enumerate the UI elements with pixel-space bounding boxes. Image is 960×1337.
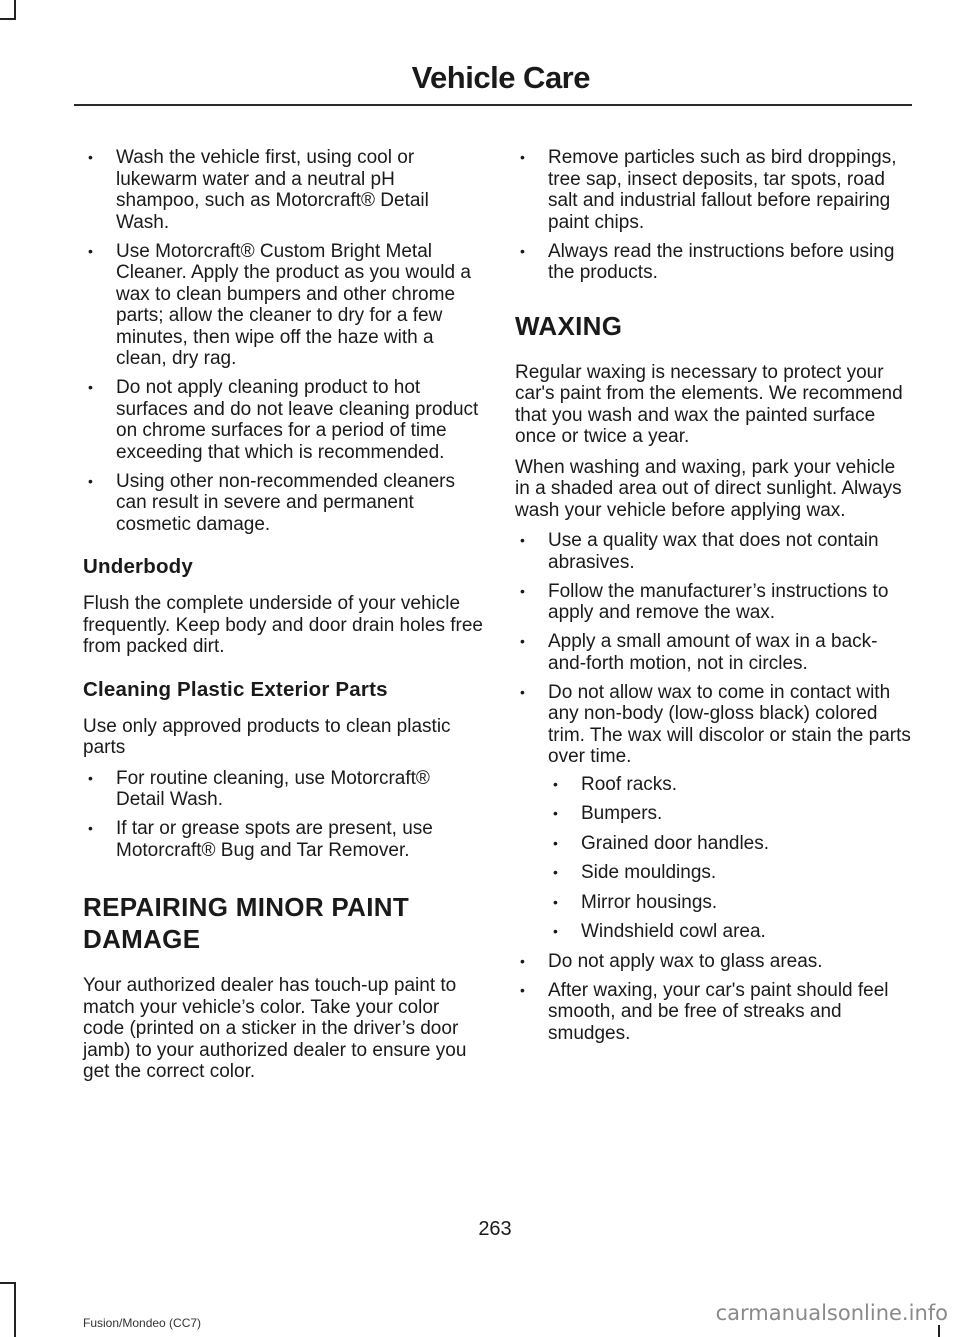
page-number: 263 (478, 1218, 512, 1240)
waxing-paragraph: Regular waxing is necessary to protect your car's paint from the elements. We recommend that you wash and wax the painted surface once or twice a year. (515, 361, 903, 447)
list-item: • Do not apply cleaning product to hot surfaces and do not leave cleaning product on chrome surfaces for a period of time exceeding that which is recommended. (83, 377, 483, 463)
crop-mark (14, 1282, 16, 1337)
list-item: • Use Motorcraft® Custom Bright Metal Cleaner. Apply the product as you would a wax to clean bumpers and other chrome parts; allow the cleaner to dry for a few minutes, then wipe off the haze with a clean, dry rag. (83, 241, 483, 370)
list-item: • Use a quality wax that does not contain abrasives. (515, 530, 915, 573)
intro-bullet-list (83, 147, 483, 535)
left-column (83, 147, 483, 1092)
list-item (515, 682, 915, 943)
crop-mark (0, 18, 16, 20)
repair-heading-line1: REPAIRING MINOR PAINT (83, 892, 410, 922)
plastic-bullet-list (83, 768, 483, 862)
page-title: Vehicle Care (411, 60, 590, 95)
list-item: • Using other non-recommended cleaners can result in severe and permanent cosmetic damage. (83, 471, 483, 536)
plastic-heading: Cleaning Plastic Exterior Parts (83, 677, 388, 701)
crop-mark (14, 0, 16, 20)
waxing-bullet-list (515, 530, 915, 1044)
list-item: • After waxing, your car's paint should feel smooth, and be free of streaks and smudges. (515, 980, 915, 1045)
trim-parts-list (548, 774, 915, 943)
list-item: • Follow the manufacturer’s instructions to apply and remove the wax. (515, 581, 915, 624)
list-item: • Do not apply wax to glass areas. (515, 951, 915, 973)
repair-heading (83, 891, 483, 955)
waxing-paragraph: When washing and waxing, park your vehicle in a shaded area out of direct sunlight. Always wash your vehicle before applying wax. (515, 456, 902, 521)
crop-mark (0, 1282, 16, 1284)
paint-prep-bullet-list (515, 147, 915, 284)
list-item: • Windshield cowl area. (548, 921, 915, 943)
list-item: • Bumpers. (548, 803, 915, 825)
list-item: • Mirror housings. (548, 892, 915, 914)
list-item: • For routine cleaning, use Motorcraft® Detail Wash. (83, 768, 483, 811)
repair-heading-line2: DAMAGE (83, 924, 201, 954)
list-item: • If tar or grease spots are present, use Motorcraft® Bug and Tar Remover. (83, 818, 483, 861)
underbody-text: Flush the complete underside of your vehicle frequently. Keep body and door drain holes free from packed dirt. (83, 593, 483, 657)
list-item-text: Do not allow wax to come in contact with any non-body (low-gloss black) colored trim. The wax will discolor or stain the parts over time. (548, 681, 911, 767)
repair-text: Your authorized dealer has touch-up paint to match your vehicle’s color. Take your color code (printed on a sticker in the driver’s door jamb) to your authorized dealer to ensure you get the correct color. (83, 975, 467, 1082)
footer-model: Fusion/Mondeo (CC7) (83, 1316, 202, 1330)
underbody-heading: Underbody (83, 555, 193, 578)
plastic-text: Use only approved products to clean plastic parts (83, 715, 451, 758)
list-item: • Apply a small amount of wax in a back-and-forth motion, not in circles. (515, 631, 915, 674)
header-rule (74, 104, 912, 106)
list-item: • Wash the vehicle first, using cool or lukewarm water and a neutral pH shampoo, such as Motorcraft® Detail Wash. (83, 147, 483, 233)
list-item: • Roof racks. (548, 774, 915, 796)
waxing-heading: WAXING (515, 310, 623, 341)
list-item: • Side mouldings. (548, 862, 915, 884)
right-column (515, 147, 915, 1058)
list-item: • Remove particles such as bird droppings, tree sap, insect deposits, tar spots, road salt and industrial fallout before repairing paint chips. (515, 147, 915, 233)
watermark: carmanualsonline.info (715, 1301, 948, 1325)
list-item: • Always read the instructions before using the products. (515, 241, 915, 284)
crop-mark (938, 1325, 940, 1337)
list-item: • Grained door handles. (548, 833, 915, 855)
